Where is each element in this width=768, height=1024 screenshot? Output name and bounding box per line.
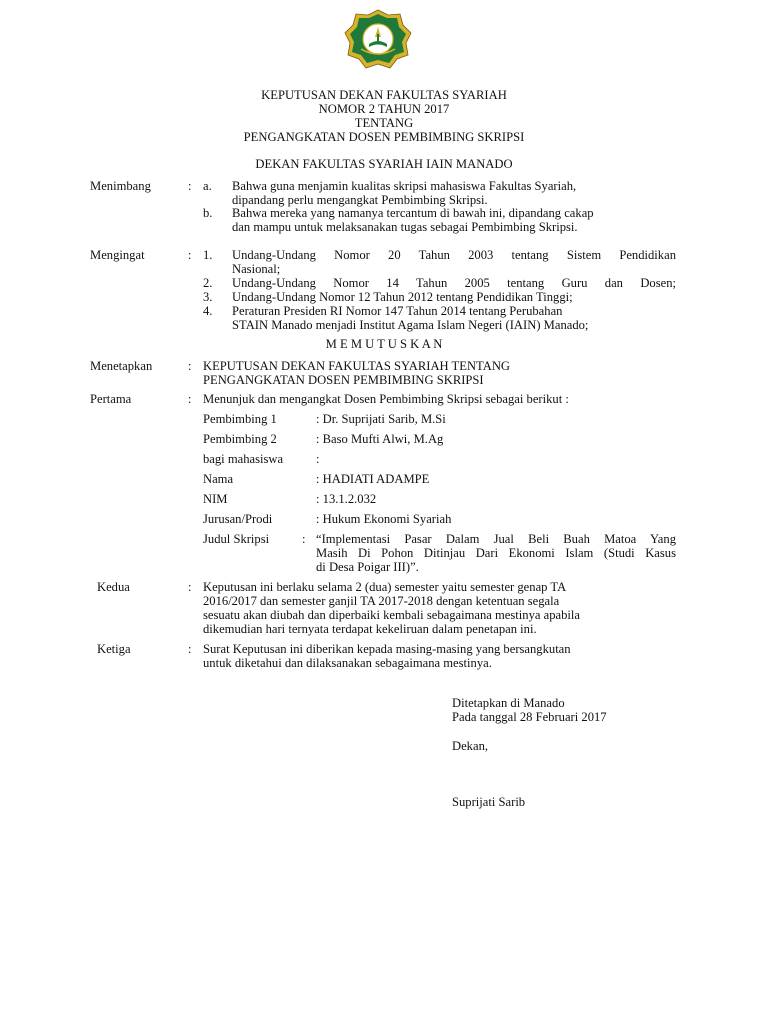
judul-line3: di Desa Poigar III)”.: [316, 560, 419, 574]
mengingat-colon: :: [188, 248, 192, 262]
decree-title: KEPUTUSAN DEKAN FAKULTAS SYARIAH: [261, 88, 507, 102]
menetapkan-colon: :: [188, 359, 192, 373]
field-label: Nama: [203, 472, 234, 486]
menetapkan-line1: KEPUTUSAN DEKAN FAKULTAS SYARIAH TENTANG: [203, 359, 511, 373]
mengingat-3-line1: Undang-Undang Nomor 12 Tahun 2012 tentang Pendidikan Tinggi;: [232, 290, 573, 304]
decree-about: TENTANG: [354, 116, 414, 130]
judul-colon: :: [302, 532, 306, 546]
mengingat-2-line1: Undang-Undang Nomor 14 Tahun 2005 tentang Guru dan Dosen;: [232, 276, 676, 290]
kedua-line3: sesuatu akan diubah dan diperbaiki kembali sebagaimana mestinya apabila: [203, 608, 580, 622]
kedua-line4: dikemudian hari ternyata terdapat kekeliruan dalam penetapan ini.: [203, 622, 537, 636]
mengingat-1-line2: Nasional;: [232, 262, 281, 276]
signature-place: Ditetapkan di Manado: [452, 696, 565, 710]
signature-title: Dekan,: [452, 739, 489, 753]
field-label: Pembimbing 2: [203, 432, 277, 446]
ketiga-line2: untuk diketahui dan dilaksanakan sebagaimana mestinya.: [203, 656, 492, 670]
mengingat-num-4: 4.: [203, 304, 213, 318]
signature-name: Suprijati Sarib: [452, 795, 526, 809]
field-label: Jurusan/Prodi: [203, 512, 273, 526]
kedua-label: Kedua: [97, 580, 130, 594]
memutuskan-heading: M E M U T U S K A N: [325, 337, 443, 351]
mengingat-4-line2: STAIN Manado menjadi Institut Agama Islam Negeri (IAIN) Manado;: [232, 318, 589, 332]
mengingat-4-line1: Peraturan Presiden RI Nomor 147 Tahun 2014 tentang Perubahan: [232, 304, 563, 318]
judul-line1: “Implementasi Pasar Dalam Jual Beli Buah Matoa Yang: [316, 532, 676, 546]
field-value: : Baso Mufti Alwi, M.Ag: [316, 432, 444, 446]
decree-number: NOMOR 2 TAHUN 2017: [318, 102, 450, 116]
field-value: : Dr. Suprijati Sarib, M.Si: [316, 412, 446, 426]
kedua-colon: :: [188, 580, 192, 594]
field-value: :: [316, 452, 320, 466]
signature-date: Pada tanggal 28 Februari 2017: [452, 710, 607, 724]
mengingat-num-1: 1.: [203, 248, 213, 262]
menimbang-b-line2: dan mampu untuk melaksanakan tugas sebagai Pembimbing Skripsi.: [232, 220, 578, 234]
pertama-colon: :: [188, 392, 192, 406]
field-value: : 13.1.2.032: [316, 492, 377, 506]
pertama-label: Pertama: [90, 392, 132, 406]
pertama-intro: Menunjuk dan mengangkat Dosen Pembimbing Skripsi sebagai berikut :: [203, 392, 569, 406]
menimbang-colon: :: [188, 179, 192, 193]
menimbang-label: Menimbang: [90, 179, 151, 193]
dean-heading: DEKAN FAKULTAS SYARIAH IAIN MANADO: [255, 157, 513, 171]
mengingat-num-3: 3.: [203, 290, 213, 304]
menimbang-num-b: b.: [203, 206, 213, 220]
field-value: : HADIATI ADAMPE: [316, 472, 430, 486]
field-label: bagi mahasiswa: [203, 452, 284, 466]
mengingat-1-line1: Undang-Undang Nomor 20 Tahun 2003 tentang Sistem Pendidikan: [232, 248, 676, 262]
mengingat-label: Mengingat: [90, 248, 145, 262]
judul-label: Judul Skripsi: [203, 532, 270, 546]
ketiga-line1: Surat Keputusan ini diberikan kepada masing-masing yang bersangkutan: [203, 642, 571, 656]
kedua-line2: 2016/2017 dan semester ganjil TA 2017-2018 dengan ketentuan segala: [203, 594, 560, 608]
menimbang-b-line1: Bahwa mereka yang namanya tercantum di bawah ini, dipandang cakap: [232, 206, 594, 220]
menimbang-a-line2: dipandang perlu mengangkat Pembimbing Skripsi.: [232, 193, 488, 207]
menimbang-num-a: a.: [203, 179, 212, 193]
field-label: NIM: [203, 492, 228, 506]
university-logo-icon: [343, 9, 413, 69]
menetapkan-line2: PENGANGKATAN DOSEN PEMBIMBING SKRIPSI: [203, 373, 484, 387]
ketiga-colon: :: [188, 642, 192, 656]
field-value: : Hukum Ekonomi Syariah: [316, 512, 452, 526]
menetapkan-label: Menetapkan: [90, 359, 153, 373]
decree-subject: PENGANGKATAN DOSEN PEMBIMBING SKRIPSI: [243, 130, 525, 144]
field-label: Pembimbing 1: [203, 412, 277, 426]
judul-line2: Masih Di Pohon Ditinjau Dari Ekonomi Islam (Studi Kasus: [316, 546, 676, 560]
kedua-line1: Keputusan ini berlaku selama 2 (dua) semester yaitu semester genap TA: [203, 580, 567, 594]
ketiga-label: Ketiga: [97, 642, 131, 656]
menimbang-a-line1: Bahwa guna menjamin kualitas skripsi mahasiswa Fakultas Syariah,: [232, 179, 577, 193]
mengingat-num-2: 2.: [203, 276, 213, 290]
